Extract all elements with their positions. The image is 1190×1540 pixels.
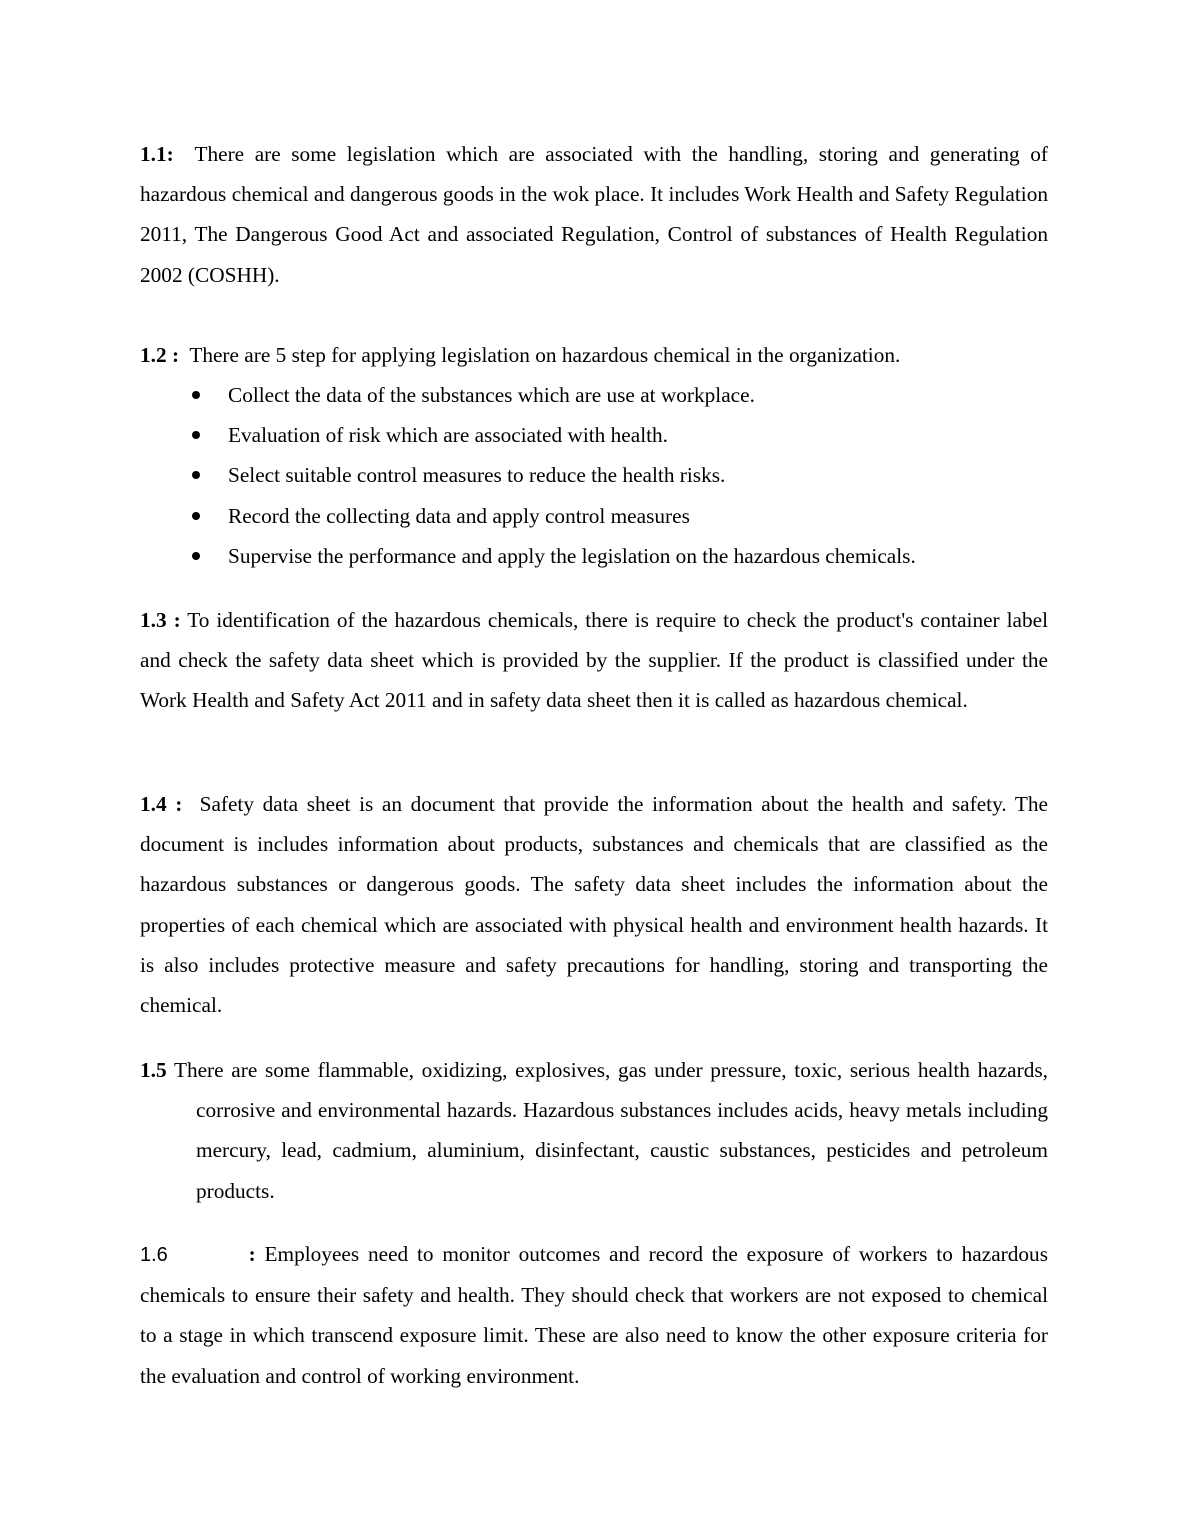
section-number: 1.4 : xyxy=(140,792,183,816)
section-1-3 xyxy=(140,600,1048,721)
list-item xyxy=(140,536,1048,576)
list-item-text: Evaluation of risk which are associated with health. xyxy=(228,423,668,448)
list-item xyxy=(140,496,1048,536)
list-item-text: Collect the data of the substances which are use at workplace. xyxy=(228,383,755,407)
list-item-text: Select suitable control measures to reduce the health risks. xyxy=(228,463,726,488)
section-text: To identification of the hazardous chemicals, there is require to check the product's container label and check the safety data sheet which is provided by the supplier. If the product is classified under the Work Health and Safety Act 2011 and in safety data sheet then it is called as hazardous chemical. xyxy=(140,608,1048,713)
section-number: 1.3 : xyxy=(140,608,181,632)
section-number: 1.1: xyxy=(140,142,174,166)
section-text: There are some flammable, oxidizing, explosives, gas under pressure, toxic, serious health hazards, corrosive and environmental hazards. Hazardous substances includes acids, heavy metals including mercury, lead, cadmium, aluminium, disinfectant, caustic substances, pesticides and petroleum products. xyxy=(173,1058,1048,1203)
bullet-icon xyxy=(192,391,200,399)
section-1-2 xyxy=(140,335,1048,375)
section-text: There are 5 step for applying legislation on hazardous chemical in the organization. xyxy=(189,343,901,367)
section-number: 1.2 : xyxy=(140,343,180,367)
section-text: There are some legislation which are associated with the handling, storing and generating of hazardous chemical and dangerous goods in the wok place. It includes Work Health and Safety Regulation 2011, The Dangerous Good Act and associated Regulation, Control of substances of Health Regulation 2002 (COSHH). xyxy=(140,142,1048,287)
bullet-icon xyxy=(192,431,200,439)
list-item xyxy=(140,375,1048,415)
section-1-5 xyxy=(140,1050,1048,1211)
list-item-text: Supervise the performance and apply the legislation on the hazardous chemicals. xyxy=(228,543,916,568)
section-1-4 xyxy=(140,784,1048,1025)
section-1-6 xyxy=(140,1234,1048,1396)
section-number: 1.5 xyxy=(140,1058,167,1082)
list-item xyxy=(140,455,1048,495)
steps-list xyxy=(140,375,1048,576)
section-text: Safety data sheet is an document that provide the information about the health and safety. The document is includes information about products, substances and chemicals that are classified as the hazardous substances or dangerous goods. The safety data sheet includes the information about the properties of each chemical which are associated with physical health and environment health hazards. It is also includes protective measure and safety precautions for handling, storing and transporting the chemical. xyxy=(140,792,1048,1018)
section-colon: : xyxy=(248,1242,256,1266)
bullet-icon xyxy=(192,552,200,560)
list-item-text: Record the collecting data and apply control measures xyxy=(228,503,690,528)
section-1-1 xyxy=(140,134,1048,295)
list-item xyxy=(140,415,1048,455)
bullet-icon xyxy=(192,471,200,479)
section-text: Employees need to monitor outcomes and record the exposure of workers to hazardous chemicals to ensure their safety and health. They should check that workers are not exposed to chemical to a stage in which transcend exposure limit. These are also need to know the other exposure criteria for the evaluation and control of working environment. xyxy=(140,1242,1048,1388)
section-number: 1.6 xyxy=(140,1244,168,1266)
bullet-icon xyxy=(192,512,200,520)
